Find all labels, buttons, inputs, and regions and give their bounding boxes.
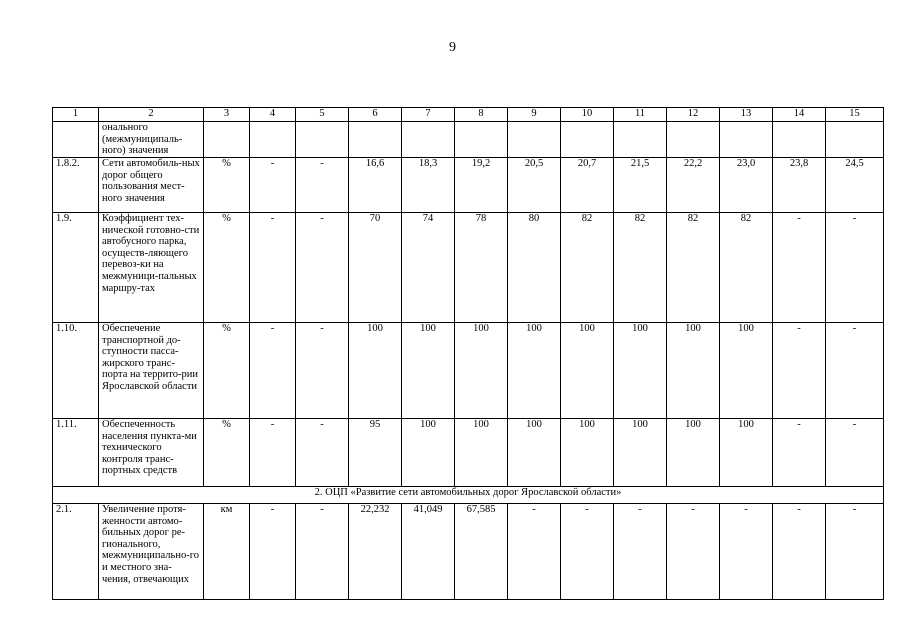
- value-cell: [614, 122, 667, 158]
- value-cell: 19,2: [455, 158, 508, 213]
- value-cell: 100: [720, 419, 773, 487]
- value-cell: 24,5: [826, 158, 884, 213]
- value-cell: -: [296, 504, 349, 600]
- row-name: Обеспечение транспортной до-ступности пасса-жирского транс-порта на террито-рии Ярославской области: [99, 323, 204, 419]
- row-name: Обеспеченность населения пункта-ми технического контроля транс-портных средств: [99, 419, 204, 487]
- row-unit: %: [204, 213, 250, 323]
- value-cell: -: [296, 323, 349, 419]
- value-cell: 80: [508, 213, 561, 323]
- value-cell: [349, 122, 402, 158]
- table-row: [53, 419, 884, 487]
- column-header: 6: [349, 108, 402, 122]
- value-cell: 100: [561, 323, 614, 419]
- value-cell: 100: [561, 419, 614, 487]
- value-cell: [773, 122, 826, 158]
- value-cell: -: [826, 419, 884, 487]
- value-cell: -: [826, 323, 884, 419]
- table-header: [53, 108, 884, 122]
- value-cell: 23,0: [720, 158, 773, 213]
- value-cell: [561, 122, 614, 158]
- value-cell: -: [508, 504, 561, 600]
- value-cell: 41,049: [402, 504, 455, 600]
- row-name: Коэффициент тех-нической готовно-сти автобусного парка, осуществ-ляющего перевоз-ки на межмуници-пальных маршру-тах: [99, 213, 204, 323]
- value-cell: -: [826, 504, 884, 600]
- value-cell: 78: [455, 213, 508, 323]
- table-row: [53, 504, 884, 600]
- value-cell: -: [296, 213, 349, 323]
- value-cell: [720, 122, 773, 158]
- header-row: [53, 108, 884, 122]
- column-header: 3: [204, 108, 250, 122]
- value-cell: -: [773, 419, 826, 487]
- value-cell: -: [773, 323, 826, 419]
- value-cell: [296, 122, 349, 158]
- value-cell: 100: [455, 419, 508, 487]
- value-cell: 20,5: [508, 158, 561, 213]
- value-cell: 74: [402, 213, 455, 323]
- value-cell: 22,232: [349, 504, 402, 600]
- value-cell: 70: [349, 213, 402, 323]
- value-cell: 100: [402, 419, 455, 487]
- value-cell: 100: [349, 323, 402, 419]
- value-cell: -: [720, 504, 773, 600]
- page-number: 9: [449, 40, 456, 55]
- value-cell: 100: [402, 323, 455, 419]
- column-header: 1: [53, 108, 99, 122]
- row-unit: [204, 122, 250, 158]
- row-id: 1.8.2.: [53, 158, 99, 213]
- value-cell: -: [250, 504, 296, 600]
- row-name: Увеличение протя-женности автомо-бильных дорог ре-гионального, межмуниципально-го и местного зна-чения, отвечающих: [99, 504, 204, 600]
- column-header: 12: [667, 108, 720, 122]
- column-header: 5: [296, 108, 349, 122]
- value-cell: -: [614, 504, 667, 600]
- value-cell: 95: [349, 419, 402, 487]
- value-cell: 18,3: [402, 158, 455, 213]
- value-cell: [402, 122, 455, 158]
- value-cell: 82: [561, 213, 614, 323]
- section-row: [53, 487, 884, 504]
- value-cell: -: [250, 419, 296, 487]
- column-header: 14: [773, 108, 826, 122]
- column-header: 15: [826, 108, 884, 122]
- column-header: 4: [250, 108, 296, 122]
- value-cell: 22,2: [667, 158, 720, 213]
- table-body: [53, 122, 884, 600]
- value-cell: 82: [667, 213, 720, 323]
- value-cell: 21,5: [614, 158, 667, 213]
- value-cell: 20,7: [561, 158, 614, 213]
- row-id: [53, 122, 99, 158]
- value-cell: -: [250, 158, 296, 213]
- value-cell: -: [773, 504, 826, 600]
- column-header: 13: [720, 108, 773, 122]
- value-cell: [826, 122, 884, 158]
- indicators-table: [52, 107, 884, 600]
- value-cell: 100: [720, 323, 773, 419]
- table-row: [53, 323, 884, 419]
- value-cell: 82: [720, 213, 773, 323]
- value-cell: -: [561, 504, 614, 600]
- row-id: 1.9.: [53, 213, 99, 323]
- value-cell: 82: [614, 213, 667, 323]
- column-header: 8: [455, 108, 508, 122]
- value-cell: 67,585: [455, 504, 508, 600]
- value-cell: [667, 122, 720, 158]
- value-cell: [508, 122, 561, 158]
- table-row: [53, 122, 884, 158]
- row-unit: %: [204, 158, 250, 213]
- row-unit: %: [204, 323, 250, 419]
- value-cell: -: [773, 213, 826, 323]
- row-id: 1.11.: [53, 419, 99, 487]
- value-cell: 100: [455, 323, 508, 419]
- value-cell: [250, 122, 296, 158]
- value-cell: 23,8: [773, 158, 826, 213]
- value-cell: -: [296, 419, 349, 487]
- value-cell: 100: [508, 323, 561, 419]
- value-cell: 100: [667, 419, 720, 487]
- value-cell: 100: [614, 323, 667, 419]
- value-cell: 100: [508, 419, 561, 487]
- value-cell: -: [250, 323, 296, 419]
- column-header: 7: [402, 108, 455, 122]
- row-id: 1.10.: [53, 323, 99, 419]
- row-name: онального (межмуниципаль-ного) значения: [99, 122, 204, 158]
- column-header: 9: [508, 108, 561, 122]
- column-header: 10: [561, 108, 614, 122]
- value-cell: -: [296, 158, 349, 213]
- value-cell: 16,6: [349, 158, 402, 213]
- column-header: 11: [614, 108, 667, 122]
- value-cell: -: [667, 504, 720, 600]
- row-unit: %: [204, 419, 250, 487]
- table-row: [53, 158, 884, 213]
- value-cell: 100: [667, 323, 720, 419]
- value-cell: [455, 122, 508, 158]
- table-row: [53, 213, 884, 323]
- row-id: 2.1.: [53, 504, 99, 600]
- value-cell: -: [826, 213, 884, 323]
- value-cell: -: [250, 213, 296, 323]
- row-unit: км: [204, 504, 250, 600]
- row-name: Сети автомобиль-ных дорог общего пользования мест-ного значения: [99, 158, 204, 213]
- section-title: 2. ОЦП «Развитие сети автомобильных дорог Ярославской области»: [53, 487, 884, 504]
- value-cell: 100: [614, 419, 667, 487]
- column-header: 2: [99, 108, 204, 122]
